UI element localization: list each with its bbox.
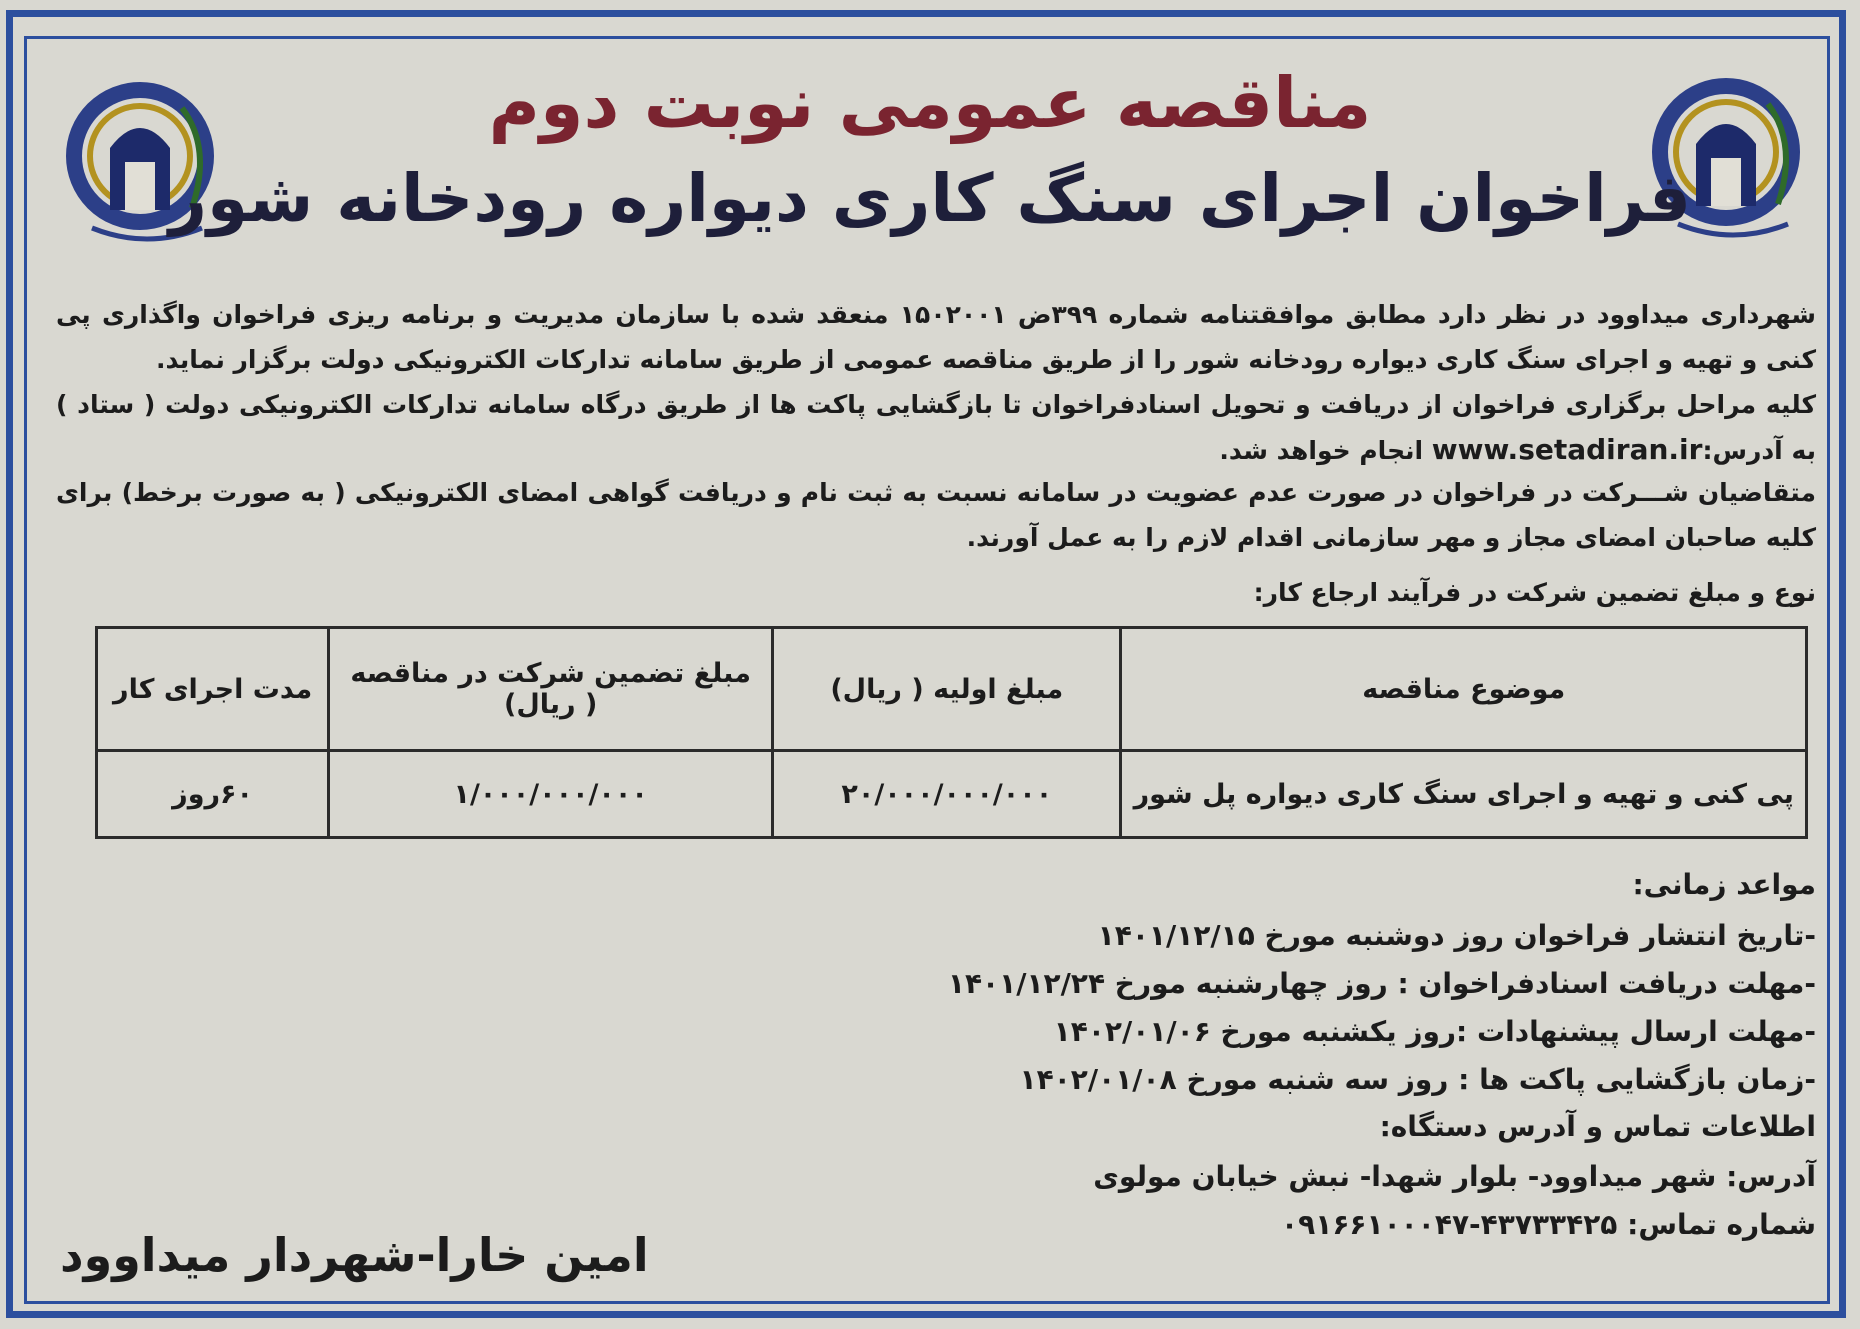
schedule-heading: مواعد زمانی: — [1632, 868, 1816, 901]
notice-subtitle: فراخوان اجرای سنگ کاری دیواره رودخانه شور — [168, 160, 1692, 237]
header-duration: مدت اجرای کار — [97, 628, 329, 751]
contact-address: آدرس: شهر میداوود- بلوار شهدا- نبش خیابان مولوی — [1093, 1160, 1816, 1193]
schedule-item-opening: -زمان بازگشایی پاکت ها : روز سه شنبه مورخ ۱۴۰۲/۰۱/۰۸ — [1019, 1063, 1816, 1096]
setadiran-link[interactable]: www.setadiran.ir — [1431, 433, 1703, 466]
header-guarantee: مبلغ تضمین شرکت در مناقصه ( ریال) — [329, 628, 773, 751]
header-initial-amount: مبلغ اولیه ( ریال) — [773, 628, 1121, 751]
cell-duration: ۶۰روز — [97, 751, 329, 838]
tender-table — [95, 626, 1808, 839]
schedule-item-publish: -تاریخ انتشار فراخوان روز دوشنبه مورخ ۱۴۰۱/۱۲/۱۵ — [1097, 919, 1816, 952]
cell-initial-amount: ۲۰/۰۰۰/۰۰۰/۰۰۰ — [773, 751, 1121, 838]
schedule-item-documents: -مهلت دریافت اسنادفراخوان : روز چهارشنبه مورخ ۱۴۰۱/۱۲/۲۴ — [947, 967, 1816, 1000]
registration-paragraph: متقاضیان شـــرکت در فراخوان در صورت عدم عضویت در سامانه نسبت به ثبت نام و دریافت گواهی امضای الکترونیکی ( به صورت برخط) برای کلیه صاحبان امضای مجاز و مهر سازمانی اقدام لازم را به عمل آورند. — [56, 478, 1816, 552]
schedule-item-submission: -مهلت ارسال پیشنهادات :روز یکشنبه مورخ ۱۴۰۲/۰۱/۰۶ — [1053, 1015, 1816, 1048]
cell-subject: پی کنی و تهیه و اجرای سنگ کاری دیواره پل شور — [1121, 751, 1807, 838]
cell-guarantee: ۱/۰۰۰/۰۰۰/۰۰۰ — [329, 751, 773, 838]
contact-heading: اطلاعات تماس و آدرس دستگاه: — [1379, 1110, 1816, 1143]
schedule-list — [948, 912, 1816, 1104]
notice-title: مناقصه عمومی نوبت دوم — [488, 62, 1372, 144]
procedure-text-end: انجام خواهد شد. — [1219, 436, 1432, 465]
mayor-signature: امین خارا-شهردار میداوود — [60, 1228, 649, 1282]
guarantee-heading: نوع و مبلغ تضمین شرکت در فرآیند ارجاع کار: — [1253, 578, 1816, 607]
table-row — [97, 751, 1807, 838]
contact-phone: شماره تماس: ۴۳۷۳۳۴۲۵-۰۹۱۶۶۱۰۰۰۴۷ — [1281, 1208, 1816, 1241]
intro-paragraph: شهرداری میداوود در نظر دارد مطابق موافقتنامه شماره ۳۹۹ض ۱۵۰۲۰۰۱ منعقد شده با سازمان مدیریت و برنامه ریزی فراخوان واگذاری پی کنی و تهیه و اجرای سنگ کاری دیواره رودخانه شور را از طریق مناقصه عمومی از طریق سامانه تدارکات الکترونیکی دولت برگزار نماید. — [56, 300, 1816, 374]
table-header-row — [97, 628, 1807, 751]
procedure-text: کلیه مراحل برگزاری فراخوان از دریافت و تحویل اسنادفراخوان تا بازگشایی پاکت ها از طریق درگاه سامانه تدارکات الکترونیکی دولت ( ستاد ) به آدرس: — [56, 390, 1816, 465]
header-subject: موضوع مناقصه — [1121, 628, 1807, 751]
procedure-paragraph — [56, 382, 1816, 473]
